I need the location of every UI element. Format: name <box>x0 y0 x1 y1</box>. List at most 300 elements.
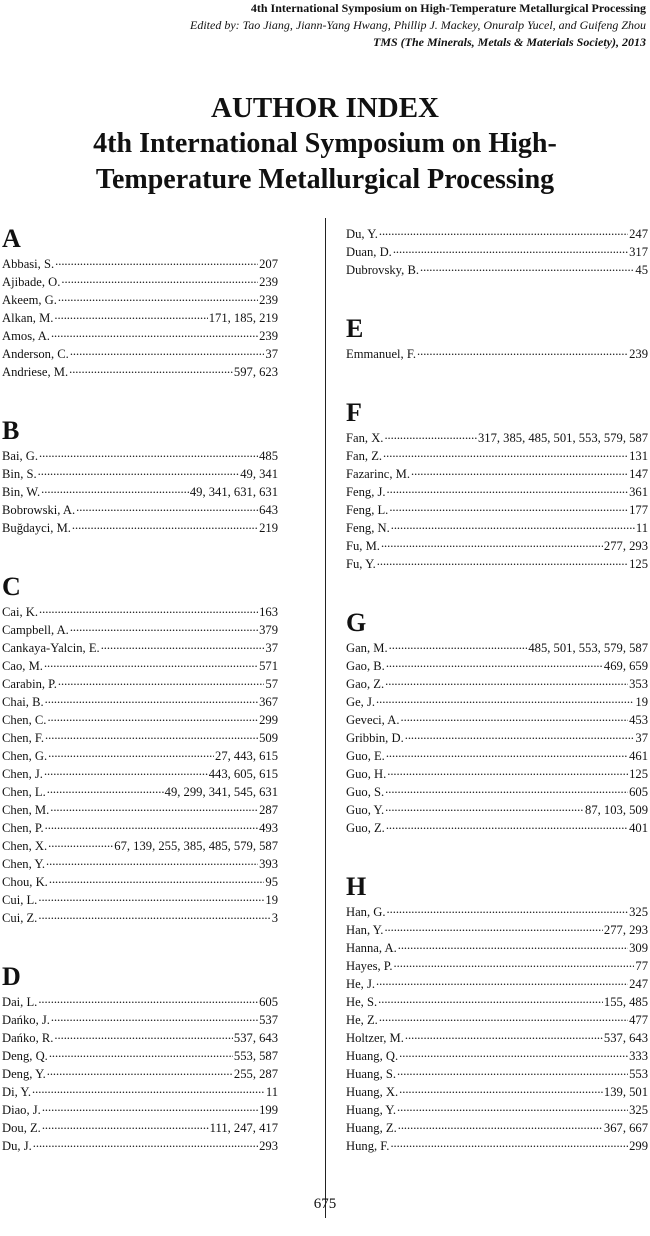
dot-leader <box>42 1118 209 1132</box>
page-references: 493 <box>259 821 278 835</box>
author-name: Bin, W. <box>2 485 41 499</box>
page-references: 207 <box>259 257 278 271</box>
author-entry <box>2 1118 278 1136</box>
author-name: He, Z. <box>346 1013 378 1027</box>
author-name: Cao, M. <box>2 659 43 673</box>
author-entry <box>346 536 648 554</box>
author-entry <box>346 260 648 278</box>
dot-leader <box>44 656 258 670</box>
page-references: 643 <box>259 503 278 517</box>
author-entry <box>2 308 278 326</box>
author-name: Cui, Z. <box>2 911 38 925</box>
author-entry <box>346 638 648 656</box>
dot-leader <box>394 956 635 970</box>
author-entry <box>346 692 648 710</box>
page-references: 67, 139, 255, 385, 485, 579, 587 <box>114 839 278 853</box>
section-letter: F <box>346 398 362 427</box>
page-references: 293 <box>259 1139 278 1153</box>
dot-leader <box>387 482 629 496</box>
author-entry <box>2 782 278 800</box>
author-name: Fan, X. <box>346 431 384 445</box>
page-references: 553, 587 <box>233 1049 278 1063</box>
dot-leader <box>420 260 634 274</box>
author-name: Feng, L. <box>346 503 389 517</box>
dot-leader <box>381 536 603 550</box>
author-entry <box>2 1028 278 1046</box>
author-entry <box>346 500 648 518</box>
page-references: 131 <box>629 449 648 463</box>
page-references: 49, 341 <box>240 467 278 481</box>
author-name: Buğdayci, M. <box>2 521 71 535</box>
author-name: Hanna, A. <box>346 941 397 955</box>
page-references: 111, 247, 417 <box>209 1121 278 1135</box>
author-entry <box>346 1100 648 1118</box>
author-name: Ajibade, O. <box>2 275 61 289</box>
dot-leader <box>377 554 628 568</box>
author-entry <box>2 674 278 692</box>
author-name: He, S. <box>346 995 378 1009</box>
page-references: 19 <box>635 695 648 709</box>
author-entry <box>2 272 278 290</box>
index-section-h <box>346 872 648 1154</box>
author-name: Feng, N. <box>346 521 390 535</box>
author-list <box>2 602 278 926</box>
dot-leader <box>399 1082 603 1096</box>
author-entry <box>346 938 648 956</box>
author-name: Chen, F. <box>2 731 45 745</box>
page-references: 277, 293 <box>603 923 648 937</box>
section-letter: H <box>346 872 367 901</box>
author-name: Geveci, A. <box>346 713 400 727</box>
section-letter: E <box>346 314 364 343</box>
author-entry <box>2 254 278 272</box>
author-name: Chen, M. <box>2 803 50 817</box>
author-name: Chen, L. <box>2 785 46 799</box>
author-name: Chai, B. <box>2 695 44 709</box>
author-entry <box>2 602 278 620</box>
dot-leader <box>398 1118 603 1132</box>
page-references: 287 <box>259 803 278 817</box>
page-references: 367 <box>259 695 278 709</box>
dot-leader <box>32 1082 265 1096</box>
author-entry <box>2 1064 278 1082</box>
page-references: 171, 185, 219 <box>208 311 278 325</box>
author-entry <box>2 290 278 308</box>
author-list <box>346 224 648 278</box>
dot-leader <box>379 224 628 238</box>
author-list <box>346 638 648 836</box>
section-letter: B <box>2 416 20 445</box>
dot-leader <box>384 428 477 442</box>
author-entry <box>346 428 648 446</box>
page-references: 553 <box>629 1067 648 1081</box>
dot-leader <box>54 1028 233 1042</box>
page-references: 509 <box>259 731 278 745</box>
author-name: Bin, S. <box>2 467 37 481</box>
page-references: 49, 299, 341, 545, 631 <box>164 785 278 799</box>
page-references: 393 <box>259 857 278 871</box>
author-entry <box>346 464 648 482</box>
author-name: Chen, Y. <box>2 857 46 871</box>
author-name: Alkan, M. <box>2 311 54 325</box>
dot-leader <box>405 1028 603 1042</box>
dot-leader <box>47 1064 233 1078</box>
author-list <box>2 446 278 536</box>
page-references: 469, 659 <box>603 659 648 673</box>
author-name: Chen, P. <box>2 821 44 835</box>
dot-leader <box>41 482 189 496</box>
dot-leader <box>58 290 258 304</box>
page-references: 49, 341, 631, 631 <box>189 485 278 499</box>
author-entry <box>2 836 278 854</box>
dot-leader <box>386 656 603 670</box>
page-references: 605 <box>259 995 278 1009</box>
author-entry <box>346 1082 648 1100</box>
author-name: Gribbin, D. <box>346 731 404 745</box>
page-references: 125 <box>629 767 648 781</box>
author-name: Huang, Y. <box>346 1103 397 1117</box>
section-letter: A <box>2 224 21 253</box>
author-name: Guo, H. <box>346 767 387 781</box>
title-symposium-line-1: 4th International Symposium on High- <box>93 128 557 159</box>
author-name: Deng, Q. <box>2 1049 48 1063</box>
author-name: Abbasi, S. <box>2 257 55 271</box>
page-references: 443, 605, 615 <box>208 767 278 781</box>
dot-leader <box>55 254 258 268</box>
dot-leader <box>387 764 628 778</box>
author-entry <box>2 1046 278 1064</box>
dot-leader <box>397 1100 628 1114</box>
editors-line: Edited by: Tao Jiang, Jiann-Yang Hwang, Phillip J. Mackey, Onuralp Yucel, and Guifeng Zhou <box>190 18 646 32</box>
author-name: Ge, J. <box>346 695 376 709</box>
author-name: Chou, K. <box>2 875 48 889</box>
page-references: 537 <box>259 1013 278 1027</box>
author-name: Dubrovsky, B. <box>346 263 419 277</box>
author-name: Di, Y. <box>2 1085 32 1099</box>
author-entry <box>346 956 648 974</box>
author-entry <box>2 764 278 782</box>
author-name: Du, Y. <box>346 227 378 241</box>
author-name: Gao, B. <box>346 659 385 673</box>
author-name: Bobrowski, A. <box>2 503 76 517</box>
index-section-b <box>2 416 278 536</box>
page-references: 353 <box>629 677 648 691</box>
page-references: 255, 287 <box>233 1067 278 1081</box>
dot-leader <box>70 344 265 358</box>
page-references: 37 <box>265 347 278 361</box>
dot-leader <box>385 674 628 688</box>
page-references: 239 <box>629 347 648 361</box>
dot-leader <box>101 638 265 652</box>
author-entry <box>346 224 648 242</box>
author-name: Emmanuel, F. <box>346 347 416 361</box>
author-name: Dańko, J. <box>2 1013 50 1027</box>
page-references: 361 <box>629 485 648 499</box>
dot-leader <box>44 764 208 778</box>
page-references: 317, 385, 485, 501, 553, 579, 587 <box>477 431 648 445</box>
author-entry <box>2 446 278 464</box>
dot-leader <box>378 992 603 1006</box>
author-name: Fu, Y. <box>346 557 376 571</box>
author-name: Chen, X. <box>2 839 48 853</box>
author-entry <box>2 326 278 344</box>
page-references: 177 <box>629 503 648 517</box>
author-entry <box>346 920 648 938</box>
author-entry <box>2 800 278 818</box>
author-list <box>346 902 648 1154</box>
page-references: 19 <box>265 893 278 907</box>
page-references: 299 <box>259 713 278 727</box>
author-entry <box>346 800 648 818</box>
index-section-continued <box>346 224 648 278</box>
page-references: 57 <box>265 677 278 691</box>
dot-leader <box>58 674 264 688</box>
publisher-line: TMS (The Minerals, Metals & Materials Society), 2013 <box>373 35 646 49</box>
dot-leader <box>376 974 628 988</box>
author-entry <box>2 908 278 926</box>
author-name: Cankaya-Yalcin, E. <box>2 641 100 655</box>
author-name: Dou, Z. <box>2 1121 41 1135</box>
dot-leader <box>387 902 629 916</box>
dot-leader <box>51 326 258 340</box>
index-section-e <box>346 314 648 362</box>
author-name: Guo, E. <box>346 749 385 763</box>
page-references: 537, 643 <box>603 1031 648 1045</box>
page-references: 477 <box>629 1013 648 1027</box>
dot-leader <box>397 1064 628 1078</box>
page-references: 401 <box>629 821 648 835</box>
column-divider <box>325 218 326 1218</box>
dot-leader <box>383 446 628 460</box>
author-name: Huang, Q. <box>346 1049 399 1063</box>
author-entry <box>2 1136 278 1154</box>
dot-leader <box>411 464 628 478</box>
dot-leader <box>54 308 207 322</box>
author-name: Fu, M. <box>346 539 380 553</box>
dot-leader <box>47 710 258 724</box>
author-entry <box>346 728 648 746</box>
page-references: 379 <box>259 623 278 637</box>
author-name: Du, J. <box>2 1139 32 1153</box>
author-name: Huang, S. <box>346 1067 397 1081</box>
dot-leader <box>69 362 233 376</box>
dot-leader <box>384 920 602 934</box>
author-name: Chen, G. <box>2 749 48 763</box>
dot-leader <box>390 1136 628 1150</box>
page-references: 537, 643 <box>233 1031 278 1045</box>
author-entry <box>346 1118 648 1136</box>
dot-leader <box>45 728 258 742</box>
dot-leader <box>48 746 214 760</box>
dot-leader <box>47 782 164 796</box>
section-letter: C <box>2 572 21 601</box>
author-entry <box>346 656 648 674</box>
author-name: Anderson, C. <box>2 347 69 361</box>
author-entry <box>2 692 278 710</box>
author-name: Duan, D. <box>346 245 392 259</box>
page-references: 239 <box>259 329 278 343</box>
section-letter: G <box>346 608 367 637</box>
author-entry <box>346 674 648 692</box>
author-entry <box>346 782 648 800</box>
author-name: Fazarinc, M. <box>346 467 410 481</box>
author-name: Hayes, P. <box>346 959 393 973</box>
page-references: 125 <box>629 557 648 571</box>
dot-leader <box>405 728 635 742</box>
page-references: 485, 501, 553, 579, 587 <box>528 641 648 655</box>
page-references: 37 <box>635 731 648 745</box>
author-entry <box>346 992 648 1010</box>
dot-leader <box>45 818 258 832</box>
author-name: Hung, F. <box>346 1139 390 1153</box>
dot-leader <box>385 800 584 814</box>
page-references: 247 <box>629 227 648 241</box>
dot-leader <box>49 1046 233 1060</box>
author-entry <box>2 500 278 518</box>
author-name: Han, G. <box>346 905 386 919</box>
page-references: 277, 293 <box>603 539 648 553</box>
author-entry <box>346 518 648 536</box>
dot-leader <box>39 602 258 616</box>
page-references: 139, 501 <box>603 1085 648 1099</box>
author-name: Cui, L. <box>2 893 38 907</box>
author-entry <box>2 710 278 728</box>
dot-leader <box>386 746 628 760</box>
author-name: Akeem, G. <box>2 293 57 307</box>
page-references: 87, 103, 509 <box>585 803 648 817</box>
section-letter: D <box>2 962 21 991</box>
author-name: Andriese, M. <box>2 365 69 379</box>
author-name: Campbell, A. <box>2 623 69 637</box>
author-name: He, J. <box>346 977 376 991</box>
author-entry <box>2 1100 278 1118</box>
author-entry <box>2 728 278 746</box>
page-references: 11 <box>265 1085 278 1099</box>
page-references: 155, 485 <box>603 995 648 1009</box>
dot-leader <box>61 272 258 286</box>
page-references: 605 <box>629 785 648 799</box>
dot-leader <box>398 938 628 952</box>
author-entry <box>2 1082 278 1100</box>
page-references: 461 <box>629 749 648 763</box>
proceedings-title: 4th International Symposium on High-Temperature Metallurgical Processing <box>250 1 646 15</box>
author-name: Guo, Z. <box>346 821 385 835</box>
dot-leader <box>38 890 264 904</box>
dot-leader <box>33 1136 258 1150</box>
author-entry <box>2 1010 278 1028</box>
dot-leader <box>401 710 629 724</box>
page-number: 675 <box>313 1196 337 1212</box>
author-entry <box>346 1064 648 1082</box>
author-entry <box>2 620 278 638</box>
author-name: Guo, S. <box>346 785 385 799</box>
page-references: 453 <box>629 713 648 727</box>
dot-leader <box>38 992 258 1006</box>
dot-leader <box>391 518 635 532</box>
dot-leader <box>50 800 258 814</box>
page-references: 163 <box>259 605 278 619</box>
dot-leader <box>417 344 628 358</box>
dot-leader <box>51 1010 258 1024</box>
page-references: 199 <box>259 1103 278 1117</box>
index-section-g <box>346 608 648 836</box>
index-section-f <box>346 398 648 572</box>
dot-leader <box>38 464 240 478</box>
author-entry <box>2 518 278 536</box>
author-name: Diao, J. <box>2 1103 41 1117</box>
author-name: Bai, G. <box>2 449 39 463</box>
author-name: Han, Y. <box>346 923 384 937</box>
index-column-left <box>2 224 278 1154</box>
dot-leader <box>42 1100 258 1114</box>
author-entry <box>346 1010 648 1028</box>
author-list <box>2 992 278 1154</box>
author-entry <box>2 362 278 380</box>
page-references: 37 <box>265 641 278 655</box>
author-entry <box>346 242 648 260</box>
dot-leader <box>389 500 628 514</box>
author-name: Chen, J. <box>2 767 43 781</box>
page-references: 3 <box>271 911 278 925</box>
title-author-index: AUTHOR INDEX <box>211 92 439 124</box>
author-name: Holtzer, M. <box>346 1031 404 1045</box>
dot-leader <box>46 854 258 868</box>
author-list <box>2 254 278 380</box>
author-entry <box>346 818 648 836</box>
author-name: Gan, M. <box>346 641 388 655</box>
author-entry <box>2 746 278 764</box>
dot-leader <box>72 518 258 532</box>
author-entry <box>2 638 278 656</box>
author-name: Carabin, P. <box>2 677 57 691</box>
author-name: Huang, Z. <box>346 1121 397 1135</box>
author-entry <box>2 872 278 890</box>
dot-leader <box>70 620 258 634</box>
author-list <box>346 344 648 362</box>
dot-leader <box>399 1046 628 1060</box>
running-header <box>46 0 646 51</box>
author-entry <box>346 482 648 500</box>
author-name: Fan, Z. <box>346 449 383 463</box>
index-section-d <box>2 962 278 1154</box>
author-entry <box>346 554 648 572</box>
author-entry <box>346 974 648 992</box>
page-references: 325 <box>629 905 648 919</box>
author-name: Chen, C. <box>2 713 47 727</box>
page-references: 571 <box>259 659 278 673</box>
page-references: 317 <box>629 245 648 259</box>
index-section-a <box>2 224 278 380</box>
title-symposium-line-2: Temperature Metallurgical Processing <box>95 164 555 195</box>
page-references: 309 <box>629 941 648 955</box>
page-references: 95 <box>265 875 278 889</box>
author-entry <box>2 344 278 362</box>
page-references: 239 <box>259 275 278 289</box>
author-entry <box>2 656 278 674</box>
author-entry <box>2 482 278 500</box>
page-title <box>0 90 650 198</box>
page-references: 219 <box>259 521 278 535</box>
author-name: Deng, Y. <box>2 1067 46 1081</box>
author-name: Huang, X. <box>346 1085 399 1099</box>
page-references: 27, 443, 615 <box>215 749 278 763</box>
page-references: 299 <box>629 1139 648 1153</box>
page-references: 147 <box>629 467 648 481</box>
dot-leader <box>376 692 634 706</box>
author-entry <box>346 1136 648 1154</box>
author-entry <box>346 446 648 464</box>
author-entry <box>346 746 648 764</box>
